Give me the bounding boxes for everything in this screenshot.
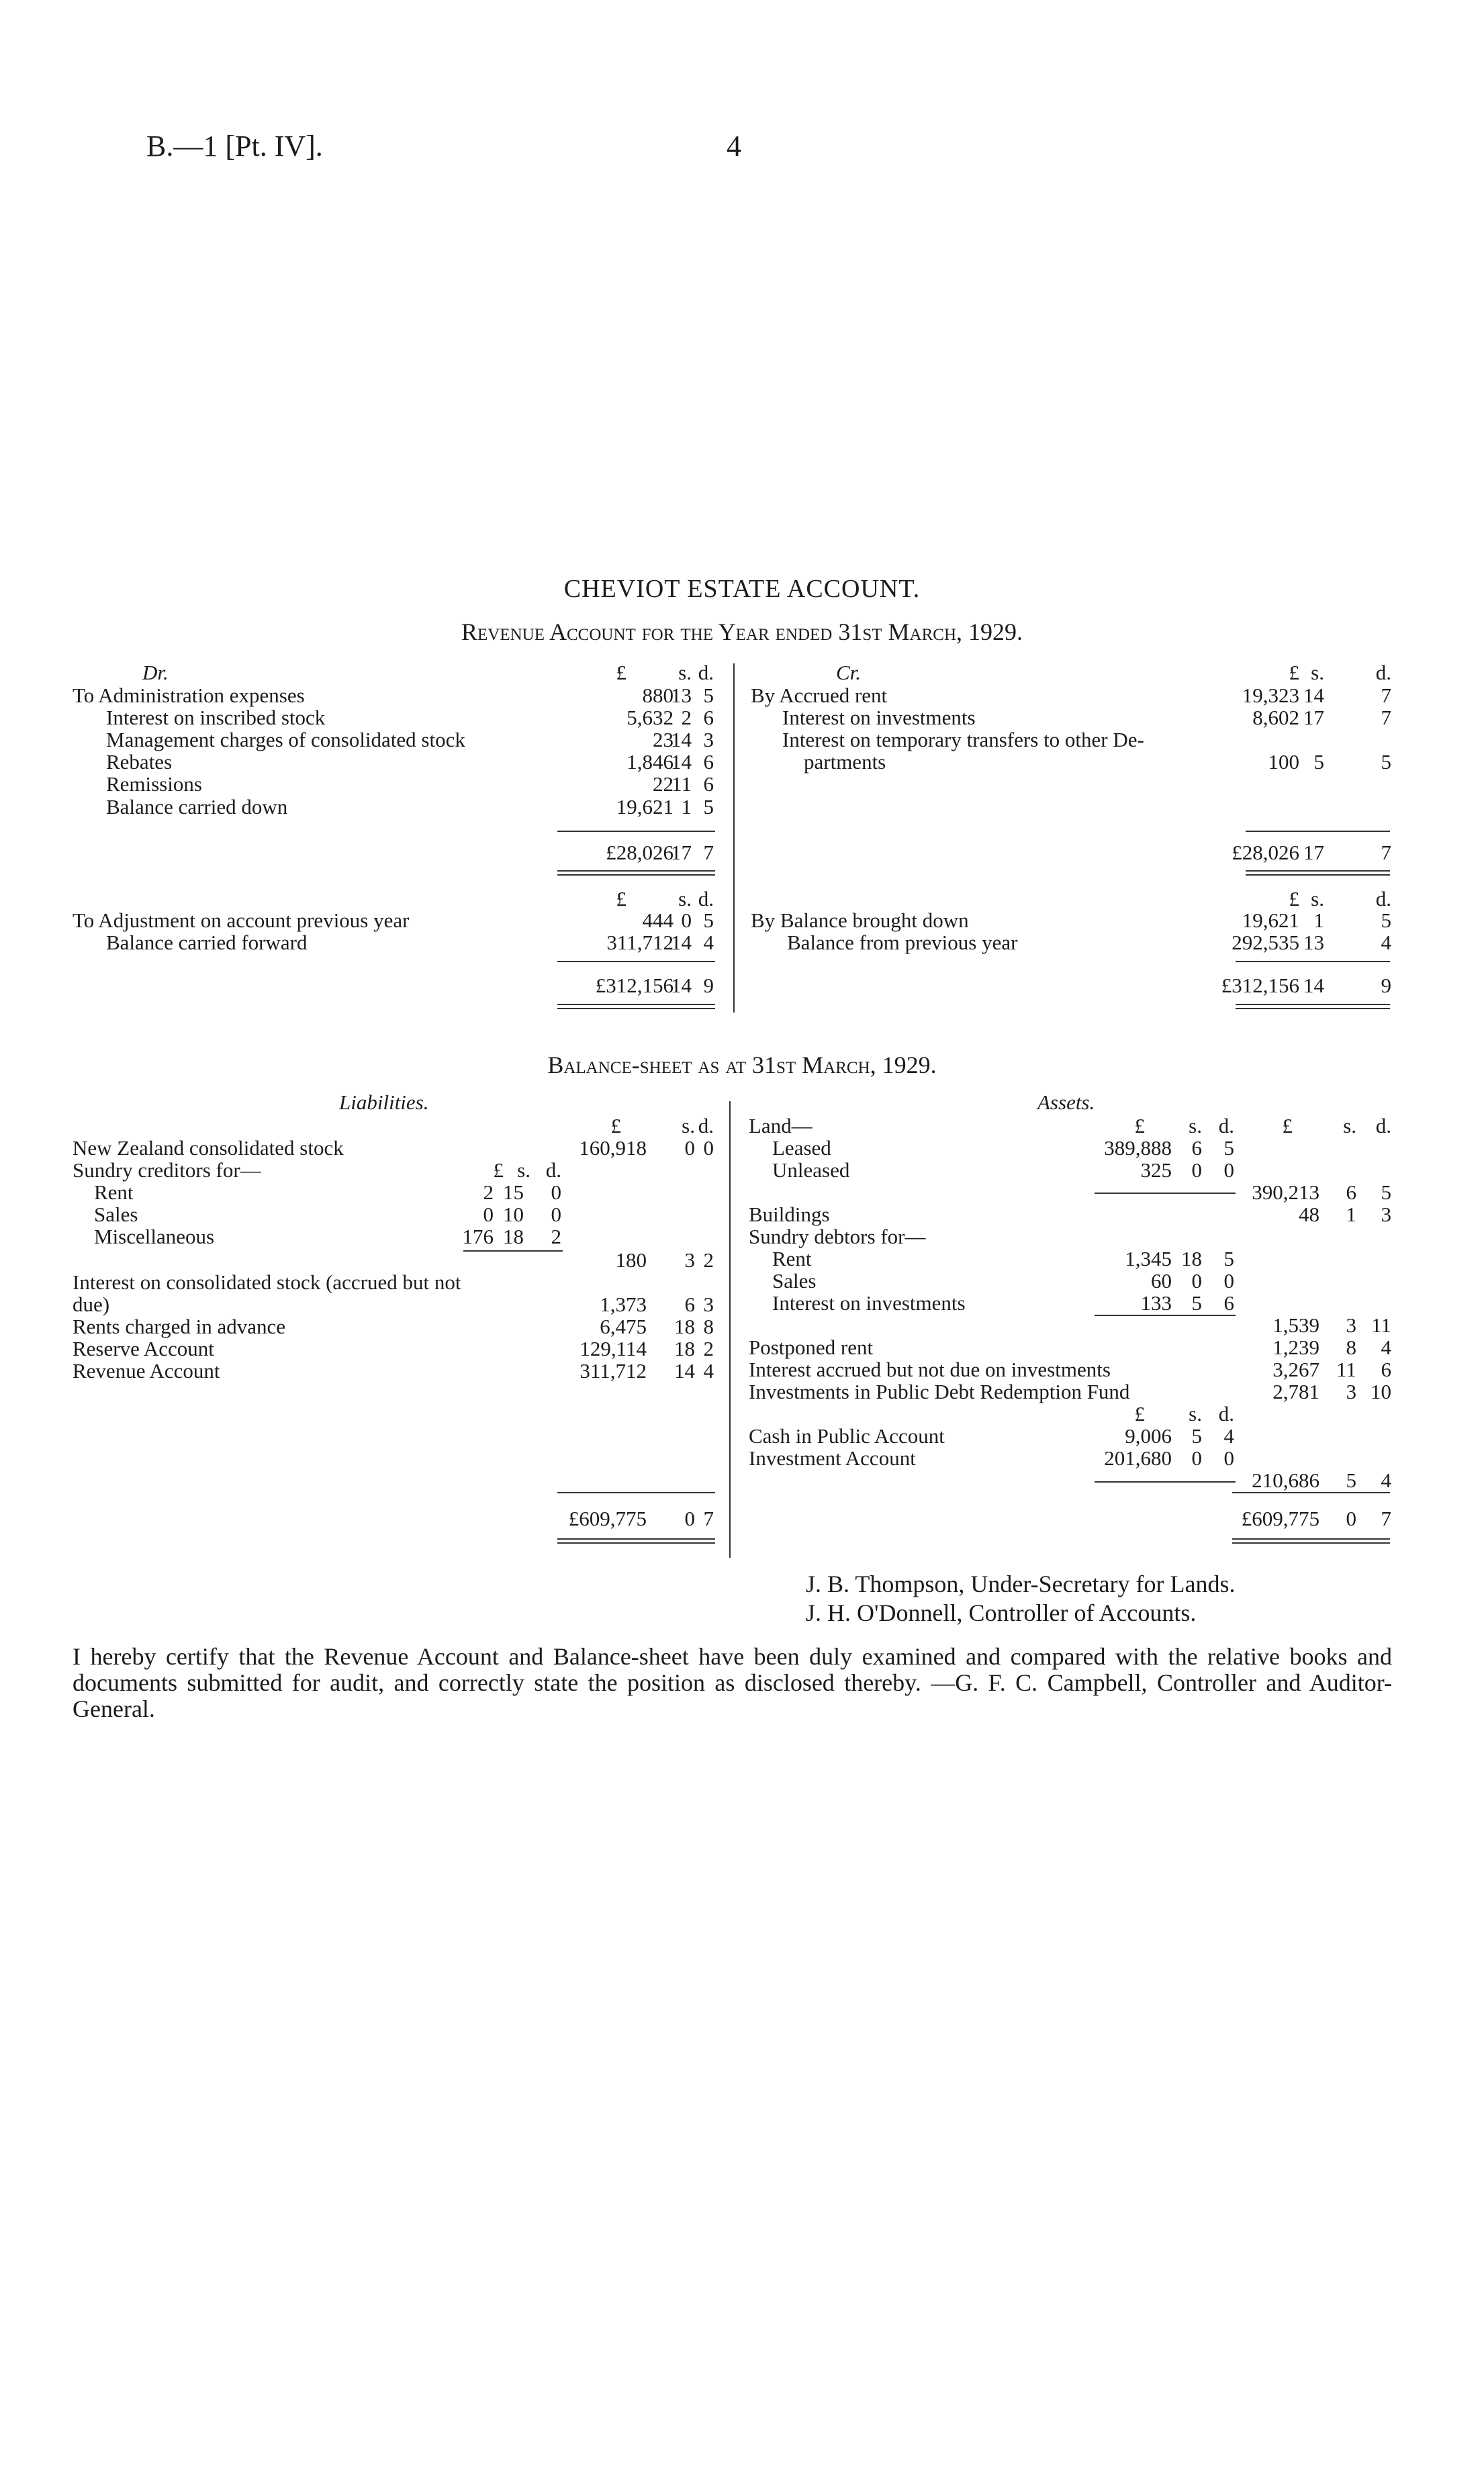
sundry-row-shillings: 10	[503, 1203, 524, 1226]
cr-row-pounds: 8,602	[1252, 706, 1299, 729]
land-row-label: Unleased	[772, 1158, 850, 1182]
cash-row-pounds: 9,006	[1125, 1424, 1172, 1448]
liability-row-shillings: 18	[674, 1315, 695, 1338]
cash-total-shillings: 5	[1346, 1468, 1356, 1492]
sundry-row-pence: 0	[551, 1203, 561, 1226]
buildings-pence: 3	[1381, 1203, 1391, 1226]
dr2-row-shillings: 14	[671, 931, 692, 954]
liability-row-pounds: 6,475	[600, 1315, 647, 1338]
signature-thompson: J. B. Thompson, Under-Secretary for Lands.	[806, 1571, 1236, 1597]
sundry-row-label: Miscellaneous	[94, 1225, 215, 1248]
dr2-total-pounds: £312,156	[595, 974, 674, 997]
cr2-row-label: By Balance brought down	[751, 908, 969, 932]
sundry-row-pence: 2	[551, 1225, 561, 1248]
dr2-total-pence: 9	[703, 974, 714, 997]
land-row-pence: 0	[1223, 1158, 1234, 1182]
cash-row-pence: 4	[1223, 1424, 1234, 1448]
dr-row-shillings: 14	[671, 750, 692, 774]
liability-row-label: Revenue Account	[73, 1359, 220, 1383]
dr-row-shillings: 14	[671, 728, 692, 751]
interest-label-2: due)	[73, 1293, 110, 1316]
dr-row-pounds: 5,632	[627, 706, 674, 729]
total-rule	[557, 870, 715, 872]
liability-row-pence: 2	[703, 1337, 714, 1360]
cr-row-label: By Accrued rent	[751, 684, 888, 707]
buildings-pounds: 48	[1299, 1203, 1319, 1226]
dr-label: Dr.	[142, 661, 169, 684]
sundry-row-shillings: 15	[503, 1180, 524, 1204]
dr-total-pounds: £28,026	[606, 841, 674, 864]
cr-row-shillings: 5	[1313, 750, 1324, 774]
dr-row-pence: 5	[703, 795, 714, 819]
cr2-total-shillings: 14	[1303, 974, 1324, 997]
column-divider	[729, 1101, 731, 1558]
page-reference: B.—1 [Pt. IV].	[146, 130, 323, 162]
rev-cr-pence-head: d.	[1375, 661, 1391, 684]
dr2-row-pence: 5	[703, 908, 714, 932]
dr2-row-shillings: 0	[681, 908, 692, 932]
debtor-row-pence: 5	[1223, 1247, 1234, 1270]
sundry-total-pence: 2	[703, 1248, 714, 1272]
cr2-row-pence: 5	[1381, 908, 1391, 932]
nz-stock-pence: 0	[703, 1136, 714, 1160]
sundry-pounds-head: £	[493, 1158, 504, 1182]
assets-total-pounds: £609,775	[1241, 1507, 1319, 1530]
assets-outer-pounds-head: £	[1282, 1114, 1293, 1137]
cr-row-pounds: 100	[1268, 750, 1299, 774]
liability-row-pence: 4	[703, 1359, 714, 1383]
subtotal-rule	[1246, 831, 1390, 832]
column-divider	[733, 663, 735, 1013]
cr2-row-pounds: 292,535	[1232, 931, 1299, 954]
land-row-shillings: 6	[1191, 1136, 1202, 1160]
total-rule	[557, 1542, 715, 1544]
sundry-row-label: Sales	[94, 1203, 138, 1226]
cr2-row-shillings: 1	[1313, 908, 1324, 932]
document-title: CHEVIOT ESTATE ACCOUNT.	[563, 575, 921, 603]
land-row-pounds: 389,888	[1104, 1136, 1172, 1160]
dr-row-pence: 5	[703, 684, 714, 707]
rev-dr-pounds-head: £	[616, 661, 627, 684]
debtors-total-pounds: 1,539	[1272, 1313, 1319, 1337]
debtor-row-label: Interest on investments	[772, 1291, 966, 1315]
cr2-row-pounds: 19,621	[1242, 908, 1299, 932]
liability-row-pounds: 129,114	[579, 1337, 647, 1360]
cash-row-pence: 0	[1223, 1446, 1234, 1470]
cr-total-shillings: 17	[1303, 841, 1324, 864]
debtor-row-pounds: 60	[1151, 1269, 1172, 1293]
dr-row-pounds: 880	[642, 684, 674, 707]
nz-stock-pounds: 160,918	[579, 1136, 647, 1160]
dr-row-pence: 6	[703, 750, 714, 774]
rev-cr-pounds-head: £	[1289, 661, 1299, 684]
debtor-row-pence: 0	[1223, 1269, 1234, 1293]
liability-row-pence: 8	[703, 1315, 714, 1338]
total-rule	[557, 1008, 715, 1009]
dr2-row-label: Balance carried forward	[106, 931, 308, 954]
debtors-total-shillings: 3	[1346, 1313, 1356, 1337]
nz-stock-shillings: 0	[684, 1136, 695, 1160]
cr-row-pence: 5	[1381, 750, 1391, 774]
dr-row-pence: 6	[703, 772, 714, 796]
cr-row-pounds: 19,323	[1242, 684, 1299, 707]
sundry-row-pounds: 2	[483, 1180, 494, 1204]
cr2-total-pounds: £312,156	[1221, 974, 1299, 997]
sundry-total-shillings: 3	[684, 1248, 695, 1272]
cr-total-pounds: £28,026	[1232, 841, 1299, 864]
cash-total-pence: 4	[1381, 1468, 1391, 1492]
cr-row-pence: 7	[1381, 706, 1391, 729]
assets-outer-shillings-head: s.	[1343, 1114, 1356, 1137]
total-rule	[557, 874, 715, 876]
dr2-row-label: To Adjustment on account previous year	[73, 908, 410, 932]
cr-row-pence: 7	[1381, 684, 1391, 707]
debtors-total-pence: 11	[1371, 1313, 1391, 1337]
liability-row-label: Rents charged in advance	[73, 1315, 286, 1338]
asset-row-pounds: 2,781	[1272, 1380, 1319, 1403]
dr-row-shillings: 11	[671, 772, 692, 796]
sundry-shillings-head: s.	[517, 1158, 530, 1182]
assets-total-pence: 7	[1381, 1507, 1391, 1530]
buildings-shillings: 1	[1346, 1203, 1356, 1226]
rev-cr2-pounds-head: £	[1289, 887, 1299, 910]
rev-dr-shillings-head: s.	[678, 661, 692, 684]
dr-row-label: Management charges of consolidated stock	[106, 728, 465, 751]
sundry-pence-head: d.	[545, 1158, 561, 1182]
rev-cr2-shillings-head: s.	[1311, 887, 1324, 910]
dr-row-shillings: 1	[681, 795, 692, 819]
interest-label-1: Interest on consolidated stock (accrued but not	[73, 1270, 461, 1294]
cr-row-label: partments	[804, 750, 886, 774]
rev-dr2-shillings-head: s.	[678, 887, 692, 910]
cash-head-pounds-head: £	[1134, 1402, 1145, 1426]
land-total-shillings: 6	[1346, 1180, 1356, 1204]
dr2-row-pence: 4	[703, 931, 714, 954]
page-number: 4	[727, 130, 741, 162]
cr-label: Cr.	[836, 661, 862, 684]
land-row-pounds: 325	[1140, 1158, 1172, 1182]
subtotal-rule	[557, 831, 715, 832]
rev-cr-shillings-head: s.	[1311, 661, 1324, 684]
subtotal-rule	[557, 1492, 715, 1493]
dr-total-pence: 7	[703, 841, 714, 864]
asset-row-pence: 4	[1381, 1336, 1391, 1359]
cr-total-pence: 7	[1381, 841, 1391, 864]
total-rule	[557, 1538, 715, 1540]
land-row-shillings: 0	[1191, 1158, 1202, 1182]
total-rule	[1232, 1538, 1390, 1540]
land-total-pence: 5	[1381, 1180, 1391, 1204]
audit-certificate: I hereby certify that the Revenue Account and Balance-sheet have been duly examined and compared with the relative books and documents submitted for audit, and correctly state the position as disclosed thereby. —G. F. C. Campbell, Controller and Auditor-General.	[73, 1643, 1392, 1722]
liab-pence-head: d.	[698, 1114, 714, 1137]
cr2-total-pence: 9	[1381, 974, 1391, 997]
cr2-row-shillings: 13	[1303, 931, 1324, 954]
asset-row-label: Postponed rent	[749, 1336, 874, 1359]
total-rule	[1232, 1542, 1390, 1544]
sundry-row-label: Rent	[94, 1180, 134, 1204]
subtotal-rule	[1232, 1492, 1390, 1493]
rev-cr2-pence-head: d.	[1375, 887, 1391, 910]
dr-row-label: Remissions	[106, 772, 202, 796]
cr2-row-label: Balance from previous year	[787, 931, 1018, 954]
dr-row-pounds: 1,846	[627, 750, 674, 774]
cash-row-label: Investment Account	[749, 1446, 916, 1470]
cash-row-pounds: 201,680	[1104, 1446, 1172, 1470]
cr-row-label: Interest on temporary transfers to other De-	[782, 728, 1144, 751]
total-rule	[557, 1004, 715, 1005]
debtor-row-label: Rent	[772, 1247, 812, 1270]
assets-inner-pounds-head: £	[1134, 1114, 1145, 1137]
subtotal-rule	[1236, 961, 1390, 962]
dr-row-label: Balance carried down	[106, 795, 288, 819]
liab-shillings-head: s.	[682, 1114, 695, 1137]
dr-row-label: To Administration expenses	[73, 684, 305, 707]
asset-row-shillings: 11	[1336, 1358, 1356, 1381]
liab-pounds-head: £	[610, 1114, 621, 1137]
assets-outer-pence-head: d.	[1375, 1114, 1391, 1137]
sundry-total-pounds: 180	[615, 1248, 647, 1272]
asset-row-pounds: 3,267	[1272, 1358, 1319, 1381]
land-row-label: Leased	[772, 1136, 831, 1160]
debtor-row-shillings: 5	[1191, 1291, 1202, 1315]
total-rule	[1246, 874, 1390, 876]
debtor-row-shillings: 0	[1191, 1269, 1202, 1293]
revenue-account-title: Revenue Account for the Year ended 31st March, 1929.	[461, 618, 1023, 645]
assets-inner-shillings-head: s.	[1189, 1114, 1202, 1137]
dr2-total-shillings: 14	[671, 974, 692, 997]
cash-head-pence-head: d.	[1218, 1402, 1234, 1426]
dr-row-pounds: 19,621	[616, 795, 674, 819]
asset-row-label: Interest accrued but not due on investments	[749, 1358, 1111, 1381]
sundry-row-pounds: 0	[483, 1203, 494, 1226]
assets-label: Assets.	[1037, 1090, 1095, 1114]
land-row-pence: 5	[1223, 1136, 1234, 1160]
liability-row-label: Reserve Account	[73, 1337, 214, 1360]
sundry-debtors-label: Sundry debtors for—	[749, 1225, 926, 1248]
dr2-row-pounds: 311,712	[606, 931, 674, 954]
dr2-row-pounds: 444	[642, 908, 674, 932]
liability-row-shillings: 18	[674, 1337, 695, 1360]
interest-value-pounds: 1,373	[600, 1293, 647, 1316]
cr-row-label: Interest on investments	[782, 706, 976, 729]
sundry-row-pounds: 176	[462, 1225, 494, 1248]
sundry-creditors-label: Sundry creditors for—	[73, 1158, 261, 1182]
cash-head-shillings-head: s.	[1189, 1402, 1202, 1426]
asset-row-shillings: 8	[1346, 1336, 1356, 1359]
asset-row-pounds: 1,239	[1272, 1336, 1319, 1359]
sundry-row-shillings: 18	[503, 1225, 524, 1248]
dr-row-pounds: 22	[653, 772, 674, 796]
liabilities-label: Liabilities.	[339, 1090, 429, 1114]
cr-row-shillings: 17	[1303, 706, 1324, 729]
cash-row-shillings: 0	[1191, 1446, 1202, 1470]
liab-total-shillings: 0	[684, 1507, 695, 1530]
total-rule	[1236, 1008, 1390, 1009]
liab-total-pounds: £609,775	[568, 1507, 647, 1530]
buildings-label: Buildings	[749, 1203, 830, 1226]
rev-dr2-pence-head: d.	[698, 887, 714, 910]
debtor-row-pounds: 133	[1140, 1291, 1172, 1315]
debtor-row-pence: 6	[1223, 1291, 1234, 1315]
cr2-row-pence: 4	[1381, 931, 1391, 954]
land-label: Land—	[749, 1114, 813, 1137]
asset-row-label: Investments in Public Debt Redemption Fund	[749, 1380, 1130, 1403]
assets-total-shillings: 0	[1346, 1507, 1356, 1530]
debtor-row-shillings: 18	[1181, 1247, 1202, 1270]
assets-inner-pence-head: d.	[1218, 1114, 1234, 1137]
signature-odonnell: J. H. O'Donnell, Controller of Accounts.	[806, 1599, 1197, 1626]
nz-stock-label: New Zealand consolidated stock	[73, 1136, 344, 1160]
land-total-pounds: 390,213	[1252, 1180, 1319, 1204]
cash-total-pounds: 210,686	[1252, 1468, 1319, 1492]
total-rule	[1246, 870, 1390, 872]
dr-row-pounds: 23	[653, 728, 674, 751]
dr-row-label: Interest on inscribed stock	[106, 706, 326, 729]
dr-row-shillings: 13	[671, 684, 692, 707]
cash-row-label: Cash in Public Account	[749, 1424, 945, 1448]
liab-total-pence: 7	[703, 1507, 714, 1530]
interest-value-shillings: 6	[684, 1293, 695, 1316]
rev-dr-pence-head: d.	[698, 661, 714, 684]
dr-row-shillings: 2	[681, 706, 692, 729]
debtor-row-label: Sales	[772, 1269, 817, 1293]
dr-total-shillings: 17	[671, 841, 692, 864]
total-rule	[1236, 1004, 1390, 1005]
dr-row-pence: 3	[703, 728, 714, 751]
asset-row-pence: 10	[1371, 1380, 1391, 1403]
asset-row-shillings: 3	[1346, 1380, 1356, 1403]
debtor-row-pounds: 1,345	[1125, 1247, 1172, 1270]
liability-row-shillings: 14	[674, 1359, 695, 1383]
subtotal-rule	[557, 961, 715, 962]
asset-row-pence: 6	[1381, 1358, 1391, 1381]
liability-row-pounds: 311,712	[579, 1359, 647, 1383]
cash-row-shillings: 5	[1191, 1424, 1202, 1448]
rev-dr2-pounds-head: £	[616, 887, 627, 910]
balance-sheet-title: Balance-sheet as at 31st March, 1929.	[547, 1052, 937, 1078]
dr-row-pence: 6	[703, 706, 714, 729]
interest-value-pence: 3	[703, 1293, 714, 1316]
cr-row-shillings: 14	[1303, 684, 1324, 707]
dr-row-label: Rebates	[106, 750, 173, 774]
sundry-row-pence: 0	[551, 1180, 561, 1204]
